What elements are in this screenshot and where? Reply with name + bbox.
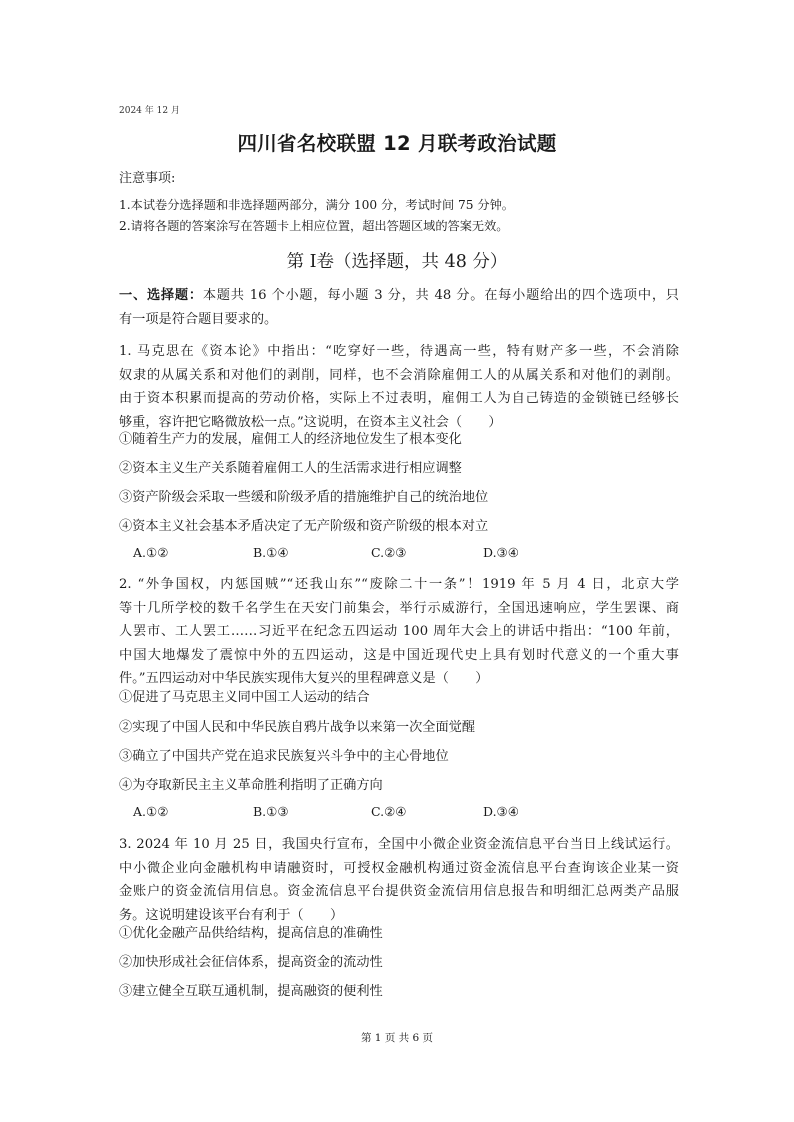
q1-stem-line-2: 奴隶的从属关系和对他们的剥削，同样，也不会消除雇佣工人的从属关系和对他们的剥削。	[119, 367, 679, 383]
q1-option-1: ①随着生产力的发展，雇佣工人的经济地位发生了根本变化	[119, 432, 462, 447]
question-2-stem	[119, 573, 679, 691]
q2-stem-line-2: 等十几所学校的数千名学生在天安门前集会，举行示威游行，全国迅速响应，学生罢课、商	[119, 600, 679, 616]
q1-stem-line-3: 由于资本积累而提高的劳动价格，实际上不过表明，雇佣工人为自己铸造的金锁链已经够长	[119, 391, 679, 407]
q2-choice-b: B.①③	[253, 804, 289, 819]
q3-stem-line-2: 中小微企业向金融机构申请融资时，可授权金融机构通过资金流信息平台查询该企业某一资	[119, 860, 679, 876]
q3-stem-line-1: 3. 2024 年 10 月 25 日，我国央行宣布，全国中小微企业资金流信息平台当日上线试运行。	[119, 837, 679, 852]
q3-stem-line-3: 金账户的资金流信用信息。资金流信息平台提供资金流信用信息报告和明细汇总两类产品服	[119, 884, 679, 900]
notice-item-2: 2.请将各题的答案涂写在答题卡上相应位置，超出答题区域的答案无效。	[119, 219, 509, 233]
q1-choice-b: B.①④	[253, 545, 289, 560]
q3-option-2: ②加快形成社会征信体系，提高资金的流动性	[119, 955, 383, 970]
q3-option-3: ③建立健全互联互通机制，提高融资的便利性	[119, 984, 383, 999]
q1-stem-line-1: 1. 马克思在《资本论》中指出：“吃穿好一些，待遇高一些，特有财产多一些，不会消除	[119, 344, 679, 359]
q1-choice-d: D.③④	[483, 545, 519, 560]
part1-line-1: 本题共 16 个小题，每小题 3 分，共 48 分。在每小题给出的四个选项中，只	[202, 288, 679, 303]
part1-label: 一、选择题：	[119, 288, 203, 303]
q2-choice-a: A.①②	[133, 804, 169, 819]
q1-option-2: ②资本主义生产关系随着雇佣工人的生活需求进行相应调整	[119, 461, 462, 476]
q1-choice-a: A.①②	[133, 545, 169, 560]
q1-stem-line-4: 够重，容许把它略微放松一点。”这说明，在资本主义社会（ ）	[119, 414, 502, 430]
q2-stem-line-5: 件。”五四运动对中华民族实现伟大复兴的里程碑意义是（ ）	[119, 671, 489, 687]
q2-stem-line-4: 中国大地爆发了震惊中外的五四运动，这是中国近现代史上具有划时代意义的一个重大事	[119, 647, 679, 663]
q3-option-1: ①优化金融产品供给结构，提高信息的准确性	[119, 926, 383, 941]
q3-stem-line-4: 务。这说明建设该平台有利于（ ）	[119, 907, 344, 923]
q2-option-1: ①促进了马克思主义同中国工人运动的结合	[119, 690, 370, 705]
q1-option-3: ③资产阶级会采取一些缓和阶级矛盾的措施维护自己的统治地位	[119, 490, 489, 505]
part1-line-2: 有一项是符合题目要求的。	[119, 311, 278, 327]
q2-stem-line-1: 2. “外争国权，内惩国贼”“还我山东”“废除二十一条”！1919 年 5 月 4 日，北京大学	[119, 577, 679, 592]
exam-date: 2024 年 12 月	[119, 106, 180, 116]
question-1-stem	[119, 340, 679, 434]
q2-option-4: ④为夺取新民主主义革命胜利指明了正确方向	[119, 778, 383, 793]
q2-stem-line-3: 人罢市、工人罢工……习近平在纪念五四运动 100 周年大会上的讲话中指出：“100 年前，	[119, 624, 679, 640]
q2-choice-d: D.③④	[483, 804, 519, 819]
q1-option-4: ④资本主义社会基本矛盾决定了无产阶级和资产阶级的根本对立	[119, 519, 489, 534]
page-footer: 第 1 页 共 6 页	[360, 1032, 434, 1044]
question-3-stem	[119, 833, 679, 927]
q2-option-2: ②实现了中国人民和中华民族自鸦片战争以来第一次全面觉醒	[119, 720, 476, 735]
exam-title: 四川省名校联盟 12 月联考政治试题	[237, 132, 557, 155]
notice-item-1: 1.本试卷分选择题和非选择题两部分，满分 100 分，考试时间 75 分钟。	[119, 198, 514, 212]
section-title: 第 Ⅰ卷（选择题，共 48 分）	[286, 252, 508, 272]
notice-heading: 注意事项:	[119, 171, 176, 186]
part1-instructions	[119, 284, 679, 331]
q2-option-3: ③确立了中国共产党在追求民族复兴斗争中的主心骨地位	[119, 749, 449, 764]
q1-choice-c: C.②③	[371, 545, 407, 560]
q2-choice-c: C.②④	[371, 804, 407, 819]
